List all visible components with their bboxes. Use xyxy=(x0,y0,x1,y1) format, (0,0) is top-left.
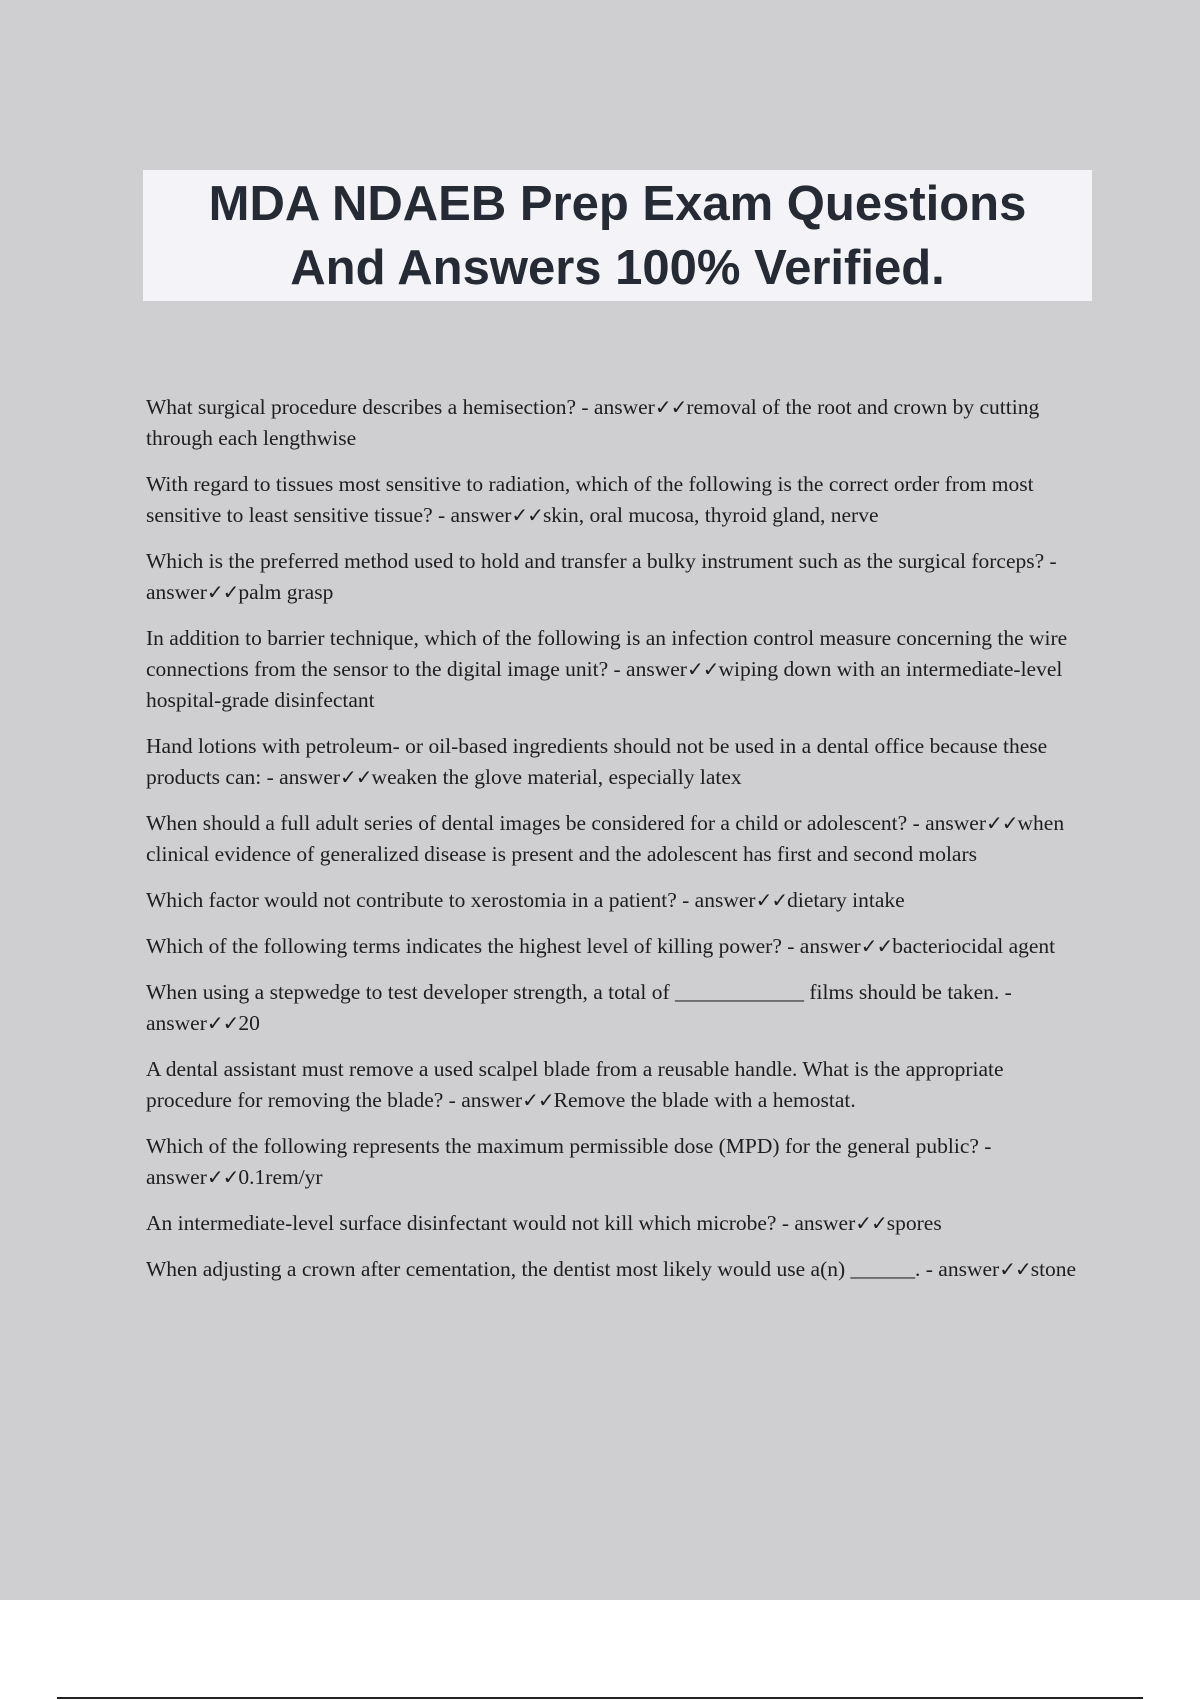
document-title-line-2: And Answers 100% Verified. xyxy=(290,240,945,295)
title-banner xyxy=(143,170,1092,301)
qa-item xyxy=(146,1131,1091,1193)
double-check-icon: ✓✓ xyxy=(755,888,788,912)
double-check-icon: ✓✓ xyxy=(986,811,1018,835)
qa-item xyxy=(146,623,1091,716)
question-text: When should a full adult series of dental images be considered for a child or adolescent? - answer xyxy=(146,811,986,835)
double-check-icon: ✓✓ xyxy=(340,765,372,789)
question-text: Which of the following terms indicates the highest level of killing power? - answer xyxy=(146,934,861,958)
answer-text: spores xyxy=(886,1211,942,1235)
question-text: A dental assistant must remove a used scalpel blade from a reusable handle. What is the appropriate procedure for removing the blade? - answer xyxy=(146,1057,1004,1112)
answer-text: 0.1rem/yr xyxy=(238,1165,323,1189)
document-title-line-1: MDA NDAEB Prep Exam Questions xyxy=(208,176,1027,231)
qa-item xyxy=(146,392,1091,454)
answer-text: removal of the root and crown by cutting through each lengthwise xyxy=(146,395,1040,450)
question-text: When adjusting a crown after cementation, the dentist most likely would use a(n) ______. - answer xyxy=(146,1257,1000,1281)
double-check-icon: ✓✓ xyxy=(855,1211,887,1235)
qa-item xyxy=(146,469,1091,531)
qa-item xyxy=(146,808,1091,870)
double-check-icon: ✓✓ xyxy=(206,580,239,604)
answer-text: palm grasp xyxy=(238,580,334,604)
answer-text: bacteriocidal agent xyxy=(892,934,1056,958)
question-text: Which factor would not contribute to xerostomia in a patient? - answer xyxy=(146,888,756,912)
double-check-icon: ✓✓ xyxy=(860,934,893,958)
qa-item xyxy=(146,885,1091,916)
double-check-icon: ✓✓ xyxy=(654,395,687,419)
double-check-icon: ✓✓ xyxy=(511,503,543,527)
answer-text: stone xyxy=(1030,1257,1077,1281)
double-check-icon: ✓✓ xyxy=(686,657,719,681)
answer-text: 20 xyxy=(238,1011,260,1035)
answer-text: skin, oral mucosa, thyroid gland, nerve xyxy=(542,503,879,527)
page-footer-rule xyxy=(57,1697,1143,1699)
double-check-icon: ✓✓ xyxy=(522,1088,554,1112)
answer-text: weaken the glove material, especially latex xyxy=(371,765,742,789)
qa-list xyxy=(146,392,1091,1300)
question-text: Which of the following represents the maximum permissible dose (MPD) for the general public? - answer xyxy=(146,1134,992,1189)
answer-text: dietary intake xyxy=(787,888,905,912)
answer-text: Remove the blade with a hemostat. xyxy=(553,1088,856,1112)
double-check-icon: ✓✓ xyxy=(999,1257,1031,1281)
qa-item xyxy=(146,546,1091,608)
question-text: What surgical procedure describes a hemisection? - answer xyxy=(146,395,655,419)
answer-text: when clinical evidence of generalized disease is present and the adolescent has first and second molars xyxy=(146,811,1065,866)
question-text: In addition to barrier technique, which of the following is an infection control measure concerning the wire connections from the sensor to the digital image unit? - answer xyxy=(146,626,1068,681)
question-text: Which is the preferred method used to hold and transfer a bulky instrument such as the surgical forceps? - answer xyxy=(146,549,1057,604)
question-text: Hand lotions with petroleum- or oil-based ingredients should not be used in a dental office because these products can: - answer xyxy=(146,734,1048,789)
qa-item xyxy=(146,1054,1091,1116)
question-text: When using a stepwedge to test developer strength, a total of ____________ films should be taken. - answer xyxy=(146,980,1012,1035)
question-text: An intermediate-level surface disinfectant would not kill which microbe? - answer xyxy=(146,1211,856,1235)
qa-item xyxy=(146,1208,1091,1239)
qa-item xyxy=(146,977,1091,1039)
double-check-icon: ✓✓ xyxy=(206,1165,239,1189)
question-text: With regard to tissues most sensitive to radiation, which of the following is the correct order from most sensitive to least sensitive tissue? - answer xyxy=(146,472,1034,527)
answer-text: wiping down with an intermediate-level hospital-grade disinfectant xyxy=(146,657,1063,712)
qa-item xyxy=(146,931,1091,962)
double-check-icon: ✓✓ xyxy=(206,1011,239,1035)
qa-item xyxy=(146,731,1091,793)
qa-item xyxy=(146,1254,1091,1285)
